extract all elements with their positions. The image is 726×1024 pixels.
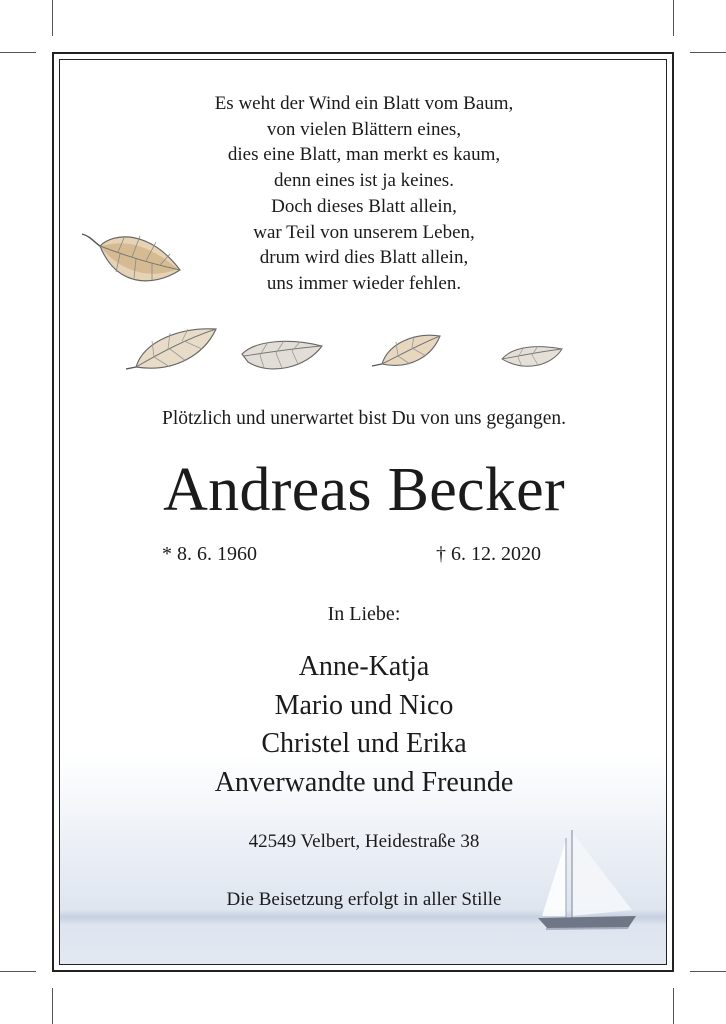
poem-line: war Teil von unserem Leben, [253,221,475,243]
mourner-name: Mario und Nico [274,689,454,721]
poem-line: uns immer wieder fehlen. [266,272,462,294]
mourner-name: Anverwandte und Freunde [214,767,514,799]
leaf-icon [80,232,184,288]
poem-line: drum wird dies Blatt allein, [259,247,469,269]
intro-text: Plötzlich und unerwartet bist Du von uns gegangen. [161,408,566,429]
leaf-icon [124,323,218,375]
leaf-icon [370,330,442,372]
mourners-list [60,648,667,803]
poem-line: Es weht der Wind ein Blatt vom Baum, [214,93,514,114]
love-heading: In Liebe: [327,603,401,625]
crop-mark [690,971,726,972]
mourner-name: Christel und Erika [261,728,467,760]
poem-line: Doch dieses Blatt allein, [271,195,457,217]
poem-line: dies eine Blatt, man merkt es kaum, [227,144,501,166]
crop-mark [673,988,674,1024]
crop-mark [0,52,36,53]
crop-mark [0,971,36,972]
burial-note: Die Beisetzung erfolgt in aller Stille [226,889,502,910]
leaf-icon [500,343,564,373]
crop-mark [673,0,674,36]
crop-mark [52,0,53,36]
leaf-icon [240,338,324,376]
crop-mark [52,988,53,1024]
poem-line: denn eines ist ja keines. [274,170,454,192]
address: 42549 Velbert, Heidestraße 38 [248,831,480,852]
death-date: † 6. 12. 2020 [436,543,541,565]
poem-line: von vielen Blättern eines, [266,118,462,140]
mourner-name: Anne-Katja [298,651,430,682]
obituary-card [59,59,667,965]
deceased-name: Andreas Becker [163,456,565,524]
crop-mark [690,52,726,53]
birth-date: * 8. 6. 1960 [162,543,257,565]
